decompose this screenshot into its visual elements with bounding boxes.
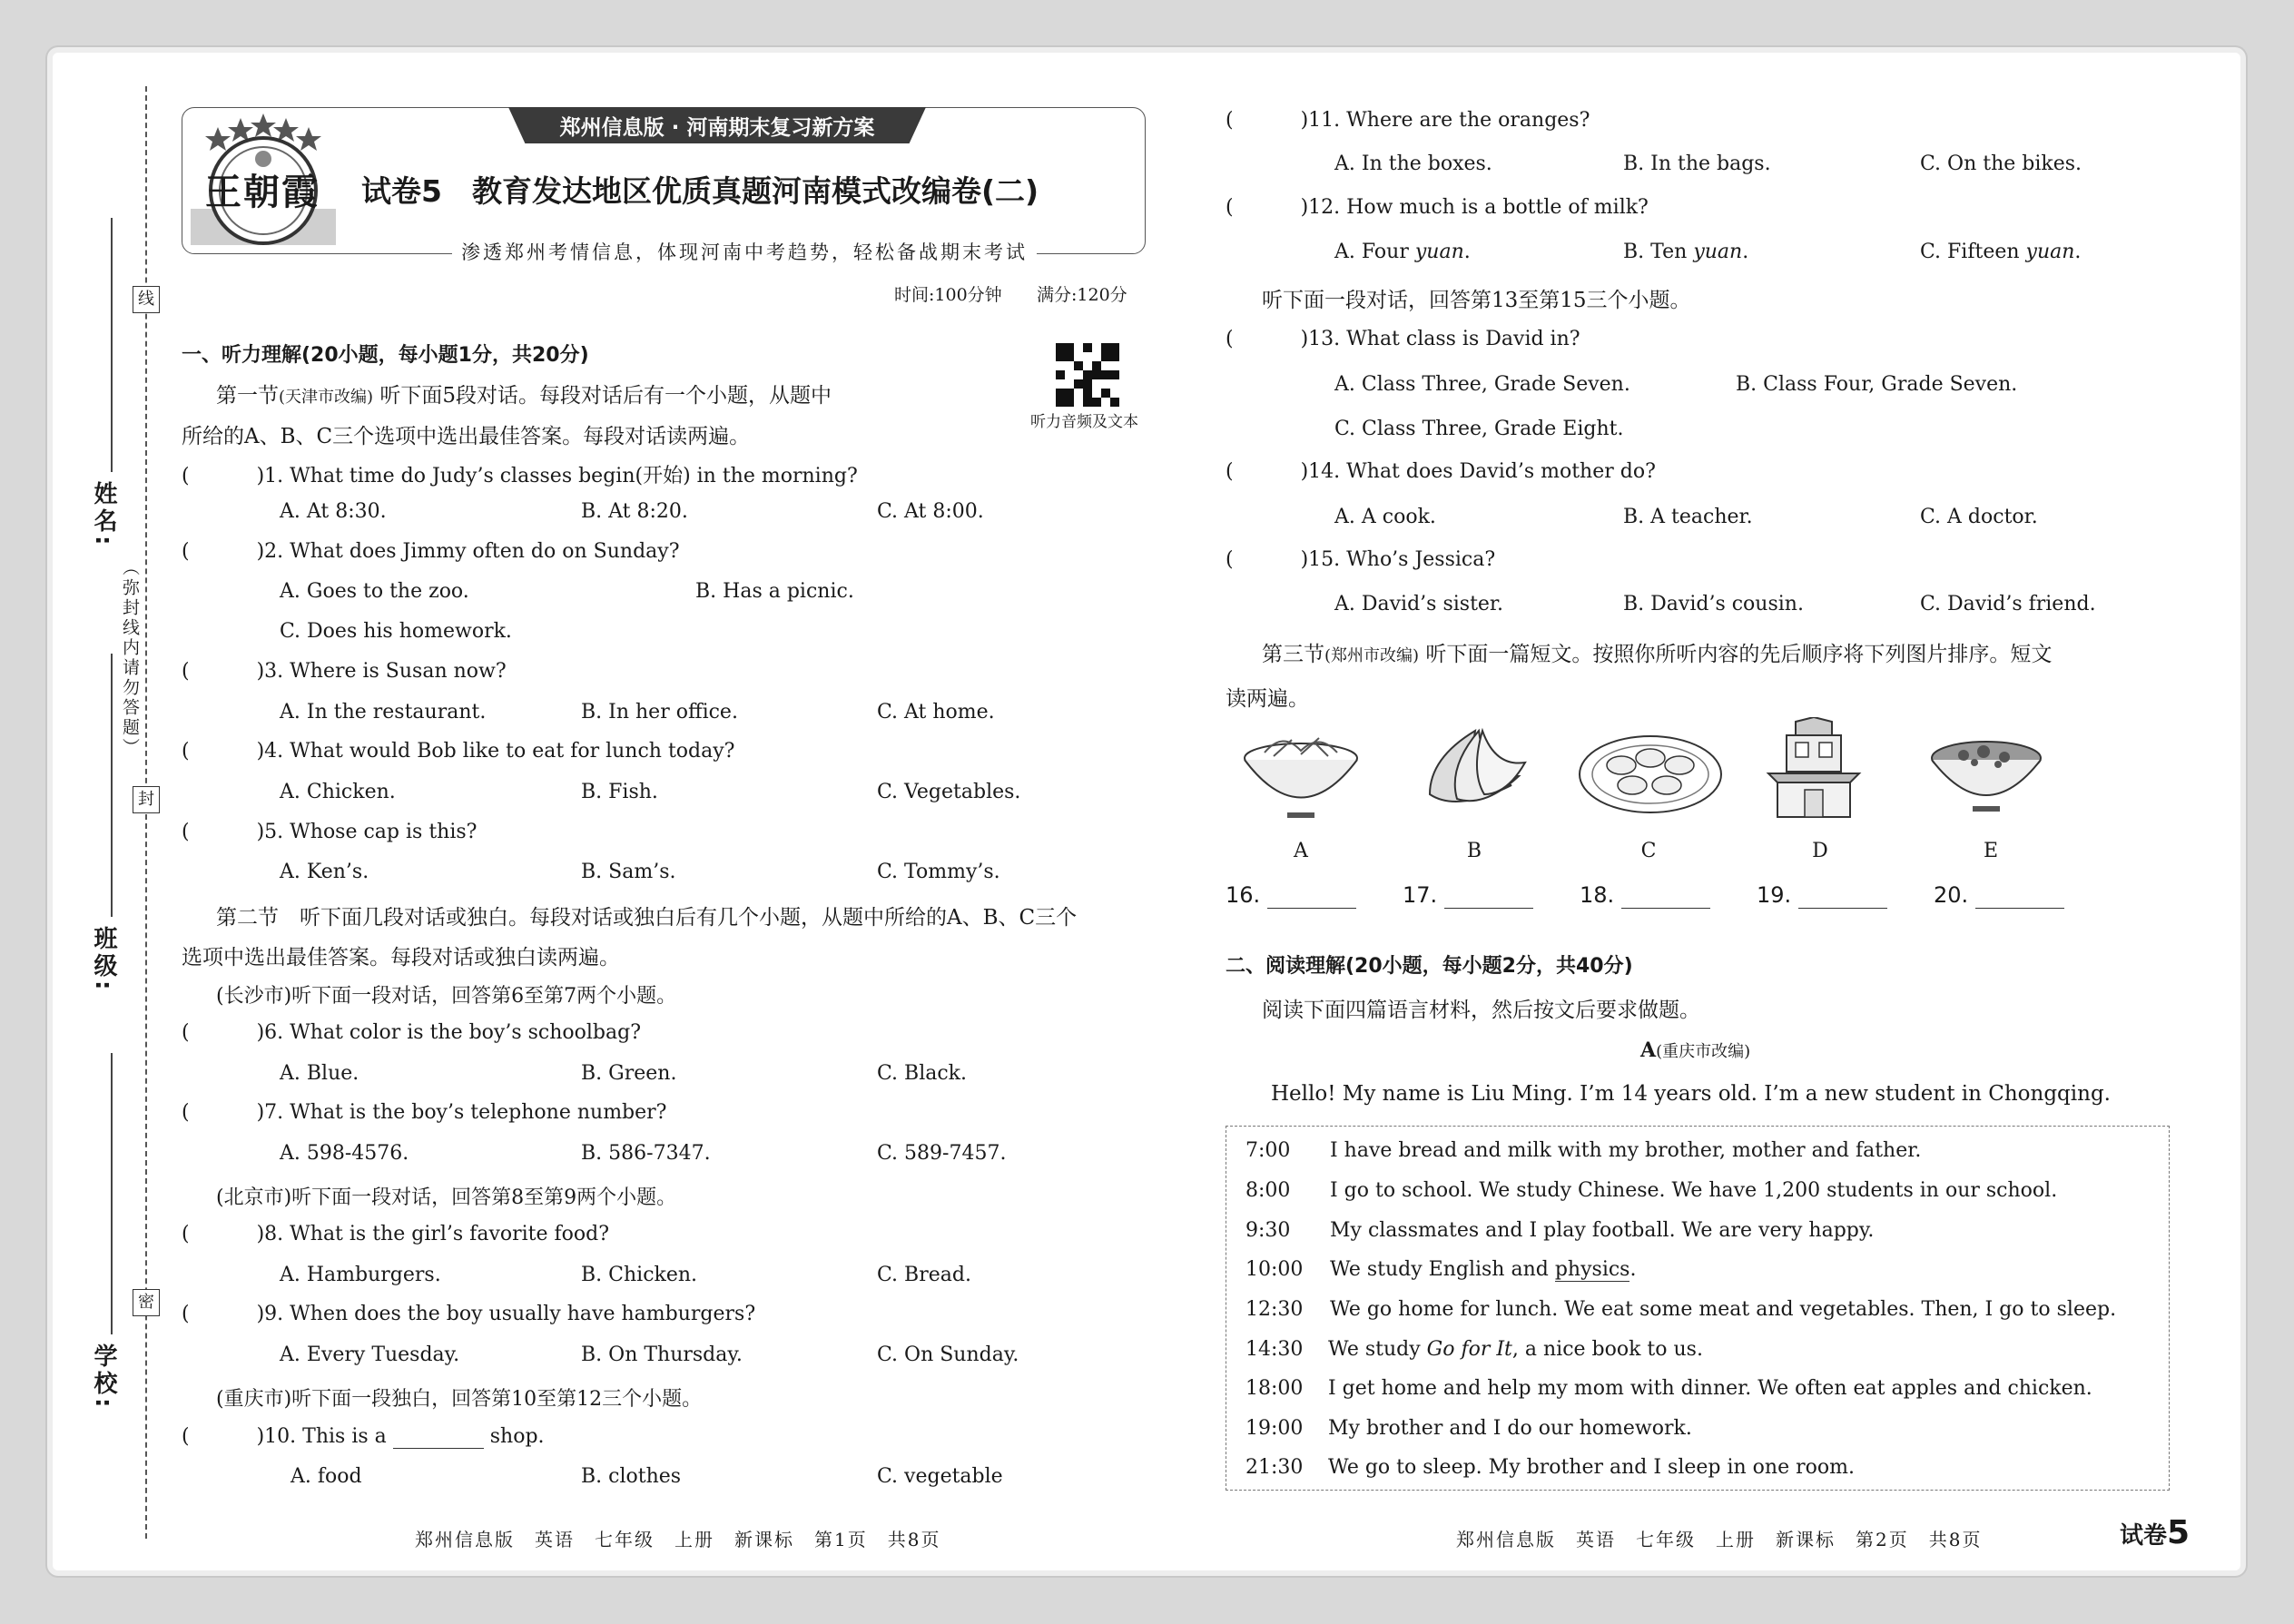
question-10: ( )10. This is a shop. [182, 1425, 545, 1448]
section2-text-2: 选项中选出最佳答案。每段对话或独白读两遍。 [182, 946, 620, 969]
schedule-time-5: 12:30 [1245, 1298, 1304, 1321]
schedule-text-9: We go to sleep. My brother and I sleep in one room. [1328, 1456, 1855, 1479]
section1-intro [216, 379, 832, 408]
option-1c[interactable]: C. At 8:00. [877, 500, 984, 523]
schedule-time-6: 14:30 [1245, 1338, 1304, 1361]
question-4: ( )4. What would Bob like to eat for lunch today? [182, 740, 735, 763]
intro-10-12: (重庆市)听下面一段独白，回答第10至第12三个小题。 [216, 1388, 703, 1411]
picture-e-soup-bowl-icon [1927, 726, 2045, 817]
header-banner-text: 郑州信息版 · 河南期末复习新方案 [559, 116, 875, 140]
qr-label: 听力音频及文本 [1030, 413, 1138, 431]
binding-notice: （弥封线内请勿答题） [120, 558, 140, 758]
binding-mark-seal: 封 [133, 786, 160, 813]
name-field[interactable] [111, 218, 113, 472]
blank-17[interactable]: 17. [1403, 882, 1533, 909]
paper-badge-text: 试卷 [2120, 1522, 2168, 1550]
section3-text-2: 读两遍。 [1226, 687, 1309, 711]
question-7: ( )7. What is the boy’s telephone number? [182, 1101, 667, 1124]
option-14a[interactable]: A. A cook. [1334, 506, 1436, 528]
schedule-text-2: I go to school. We study Chinese. We have 1,200 students in our school. [1330, 1179, 2058, 1202]
schedule-text-3: My classmates and I play football. We are very happy. [1330, 1219, 1875, 1242]
option-5b[interactable]: B. Sam’s. [581, 861, 676, 883]
option-13c[interactable]: C. Class Three, Grade Eight. [1334, 418, 1624, 440]
option-15c[interactable]: C. David’s friend. [1920, 593, 2096, 615]
schedule-text-1: I have bread and milk with my brother, mother and father. [1330, 1139, 1922, 1162]
option-11a[interactable]: A. In the boxes. [1334, 153, 1492, 175]
binding-mark-secret: 密 [133, 1289, 160, 1316]
option-9a[interactable]: A. Every Tuesday. [280, 1343, 460, 1366]
section2-text-1: 第二节 听下面几段对话或独白。每段对话或独白后有几个小题，从题中所给的A、B、C三个 [216, 906, 1078, 930]
option-3c[interactable]: C. At home. [877, 701, 995, 723]
question-5: ( )5. Whose cap is this? [182, 821, 478, 843]
option-3a[interactable]: A. In the restaurant. [280, 701, 487, 723]
paper-badge [2120, 1514, 2190, 1551]
schedule-time-7: 18:00 [1245, 1377, 1304, 1400]
option-5a[interactable]: A. Ken’s. [280, 861, 369, 883]
option-13a[interactable]: A. Class Three, Grade Seven. [1334, 373, 1630, 396]
option-12c[interactable]: C. Fifteen yuan. [1920, 241, 2082, 263]
intro-6-7: (长沙市)听下面一段对话，回答第6至第7两个小题。 [216, 985, 677, 1008]
page-subtitle: 渗透郑州考情信息，体现河南中考趋势，轻松备战期末考试 [452, 238, 1037, 265]
option-7c[interactable]: C. 589-7457. [877, 1142, 1007, 1165]
part2-heading: 二、阅读理解(20小题，每小题2分，共40分) [1226, 955, 1633, 978]
name-label: 姓名: [90, 481, 117, 549]
option-4c[interactable]: C. Vegetables. [877, 781, 1021, 803]
option-11c[interactable]: C. On the bikes. [1920, 153, 2082, 175]
blank-16[interactable]: 16. [1226, 882, 1356, 909]
picture-d-house-icon [1759, 717, 1868, 822]
logo-text: 王朝霞 [205, 171, 320, 213]
exam-time: 时间:100分钟 [894, 285, 1002, 305]
option-7a[interactable]: A. 598-4576. [280, 1142, 409, 1165]
option-11b[interactable]: B. In the bags. [1623, 153, 1771, 175]
binding-mark-line: 线 [133, 286, 160, 313]
option-10b[interactable]: B. clothes [581, 1465, 682, 1488]
option-10a[interactable]: A. food [290, 1465, 362, 1488]
question-6: ( )6. What color is the boy’s schoolbag? [182, 1021, 642, 1044]
question-1: ( )1. What time do Judy’s classes begin(开始) in the morning? [182, 465, 858, 487]
underlined-word: physics [1554, 1258, 1630, 1281]
question-12: ( )12. How much is a bottle of milk? [1226, 196, 1649, 219]
page-title: 试卷5 教育发达地区优质真题河南模式改编卷(二) [361, 173, 1039, 209]
picture-label-d: D [1812, 840, 1828, 862]
option-15a[interactable]: A. David’s sister. [1334, 593, 1504, 615]
section3-intro [1262, 637, 2052, 667]
question-8: ( )8. What is the girl’s favorite food? [182, 1223, 610, 1245]
question-11: ( )11. Where are the oranges? [1226, 109, 1590, 132]
qr-code-icon[interactable] [1056, 343, 1119, 407]
blank-10[interactable] [393, 1425, 484, 1449]
schedule-time-4: 10:00 [1245, 1258, 1304, 1281]
picture-b-bananas-icon [1412, 722, 1530, 822]
section1-text-2: 所给的A、B、C三个选项中选出最佳答案。每段对话读两遍。 [182, 425, 751, 448]
option-12b[interactable]: B. Ten yuan. [1623, 241, 1749, 263]
blank-18[interactable]: 18. [1580, 882, 1710, 909]
option-6a[interactable]: A. Blue. [280, 1062, 359, 1085]
section1-title: 第一节 [216, 384, 279, 408]
passage-title-line [1640, 1038, 1750, 1062]
option-7b[interactable]: B. 586-7347. [581, 1142, 711, 1165]
exam-score: 满分:120分 [1037, 285, 1127, 305]
option-8b[interactable]: B. Chicken. [581, 1264, 698, 1286]
picture-c-dumplings-icon [1576, 722, 1726, 822]
schedule-time-9: 21:30 [1245, 1456, 1304, 1479]
question-3: ( )3. Where is Susan now? [182, 660, 507, 683]
intro-13-15: 听下面一段对话，回答第13至第15三个小题。 [1262, 289, 1691, 312]
picture-a-noodle-bowl-icon [1237, 722, 1364, 822]
option-1a[interactable]: A. At 8:30. [280, 500, 387, 523]
schedule-time-2: 8:00 [1245, 1179, 1291, 1202]
option-10c[interactable]: C. vegetable [877, 1465, 1003, 1488]
section1-text: 听下面5段对话。每段对话后有一个小题，从题中 [379, 384, 832, 408]
option-6b[interactable]: B. Green. [581, 1062, 677, 1085]
class-field[interactable] [111, 654, 113, 917]
schedule-time-8: 19:00 [1245, 1417, 1304, 1440]
option-2a[interactable]: A. Goes to the zoo. [280, 580, 469, 603]
question-15: ( )15. Who’s Jessica? [1226, 548, 1496, 571]
option-1b[interactable]: B. At 8:20. [581, 500, 688, 523]
option-13b[interactable]: B. Class Four, Grade Seven. [1736, 373, 2018, 396]
option-4b[interactable]: B. Fish. [581, 781, 658, 803]
question-14: ( )14. What does David’s mother do? [1226, 460, 1656, 483]
schedule-text-6: We study Go for It, a nice book to us. [1328, 1338, 1703, 1361]
option-14c[interactable]: C. A doctor. [1920, 506, 2038, 528]
option-3b[interactable]: B. In her office. [581, 701, 738, 723]
option-14b[interactable]: B. A teacher. [1623, 506, 1753, 528]
school-label: 学校: [90, 1343, 117, 1412]
passage-source: (重庆市改编) [1656, 1042, 1751, 1061]
picture-label-a: A [1294, 840, 1308, 862]
class-label: 班级: [90, 926, 117, 994]
footer-right: 郑州信息版 英语 七年级 上册 新课标 第2页 共8页 [1456, 1529, 1983, 1550]
option-2b[interactable]: B. Has a picnic. [695, 580, 854, 603]
schedule-time-3: 9:30 [1245, 1219, 1291, 1242]
option-6c[interactable]: C. Black. [877, 1062, 967, 1085]
passage-title: A [1640, 1038, 1657, 1062]
option-2c[interactable]: C. Does his homework. [280, 620, 512, 643]
schedule-text-4: We study English and physics. [1330, 1258, 1637, 1281]
section3-source: (郑州市改编) [1324, 646, 1420, 665]
school-field[interactable] [111, 1053, 113, 1334]
schedule-text-5: We go home for lunch. We eat some meat and vegetables. Then, I go to sleep. [1330, 1298, 2117, 1321]
option-8a[interactable]: A. Hamburgers. [280, 1264, 441, 1286]
option-9b[interactable]: B. On Thursday. [581, 1343, 743, 1366]
option-5c[interactable]: C. Tommy’s. [877, 861, 1000, 883]
paper-badge-number: 5 [2167, 1514, 2191, 1551]
option-15b[interactable]: B. David’s cousin. [1623, 593, 1804, 615]
question-2: ( )2. What does Jimmy often do on Sunday? [182, 540, 680, 563]
schedule-text-7: I get home and help my mom with dinner. We often eat apples and chicken. [1328, 1377, 2092, 1400]
option-8c[interactable]: C. Bread. [877, 1264, 971, 1286]
picture-label-e: E [1983, 840, 1999, 862]
intro-8-9: (北京市)听下面一段对话，回答第8至第9两个小题。 [216, 1186, 677, 1209]
option-4a[interactable]: A. Chicken. [280, 781, 396, 803]
option-9c[interactable]: C. On Sunday. [877, 1343, 1019, 1366]
blank-20[interactable]: 20. [1934, 882, 2064, 909]
question-9: ( )9. When does the boy usually have hamburgers? [182, 1303, 756, 1325]
part1-heading: 一、听力理解(20小题，每小题1分，共20分) [182, 344, 589, 367]
picture-label-c: C [1640, 840, 1657, 862]
question-13: ( )13. What class is David in? [1226, 328, 1580, 350]
blank-19[interactable]: 19. [1757, 882, 1887, 909]
schedule-text-8: My brother and I do our homework. [1328, 1417, 1692, 1440]
section1-source: (天津市改编) [279, 388, 374, 407]
section3-text: 听下面一篇短文。按照你所听内容的先后顺序将下列图片排序。短文 [1425, 643, 2053, 666]
passage-intro: Hello! My name is Liu Ming. I’m 14 years old. I’m a new student in Chongqing. [1271, 1082, 2111, 1106]
option-12a[interactable]: A. Four yuan. [1334, 241, 1471, 263]
picture-label-b: B [1466, 840, 1482, 862]
section3-title: 第三节 [1262, 643, 1324, 666]
schedule-time-1: 7:00 [1245, 1139, 1291, 1162]
part2-intro: 阅读下面四篇语言材料，然后按文后要求做题。 [1262, 999, 1700, 1022]
footer-left: 郑州信息版 英语 七年级 上册 新课标 第1页 共8页 [415, 1529, 941, 1550]
